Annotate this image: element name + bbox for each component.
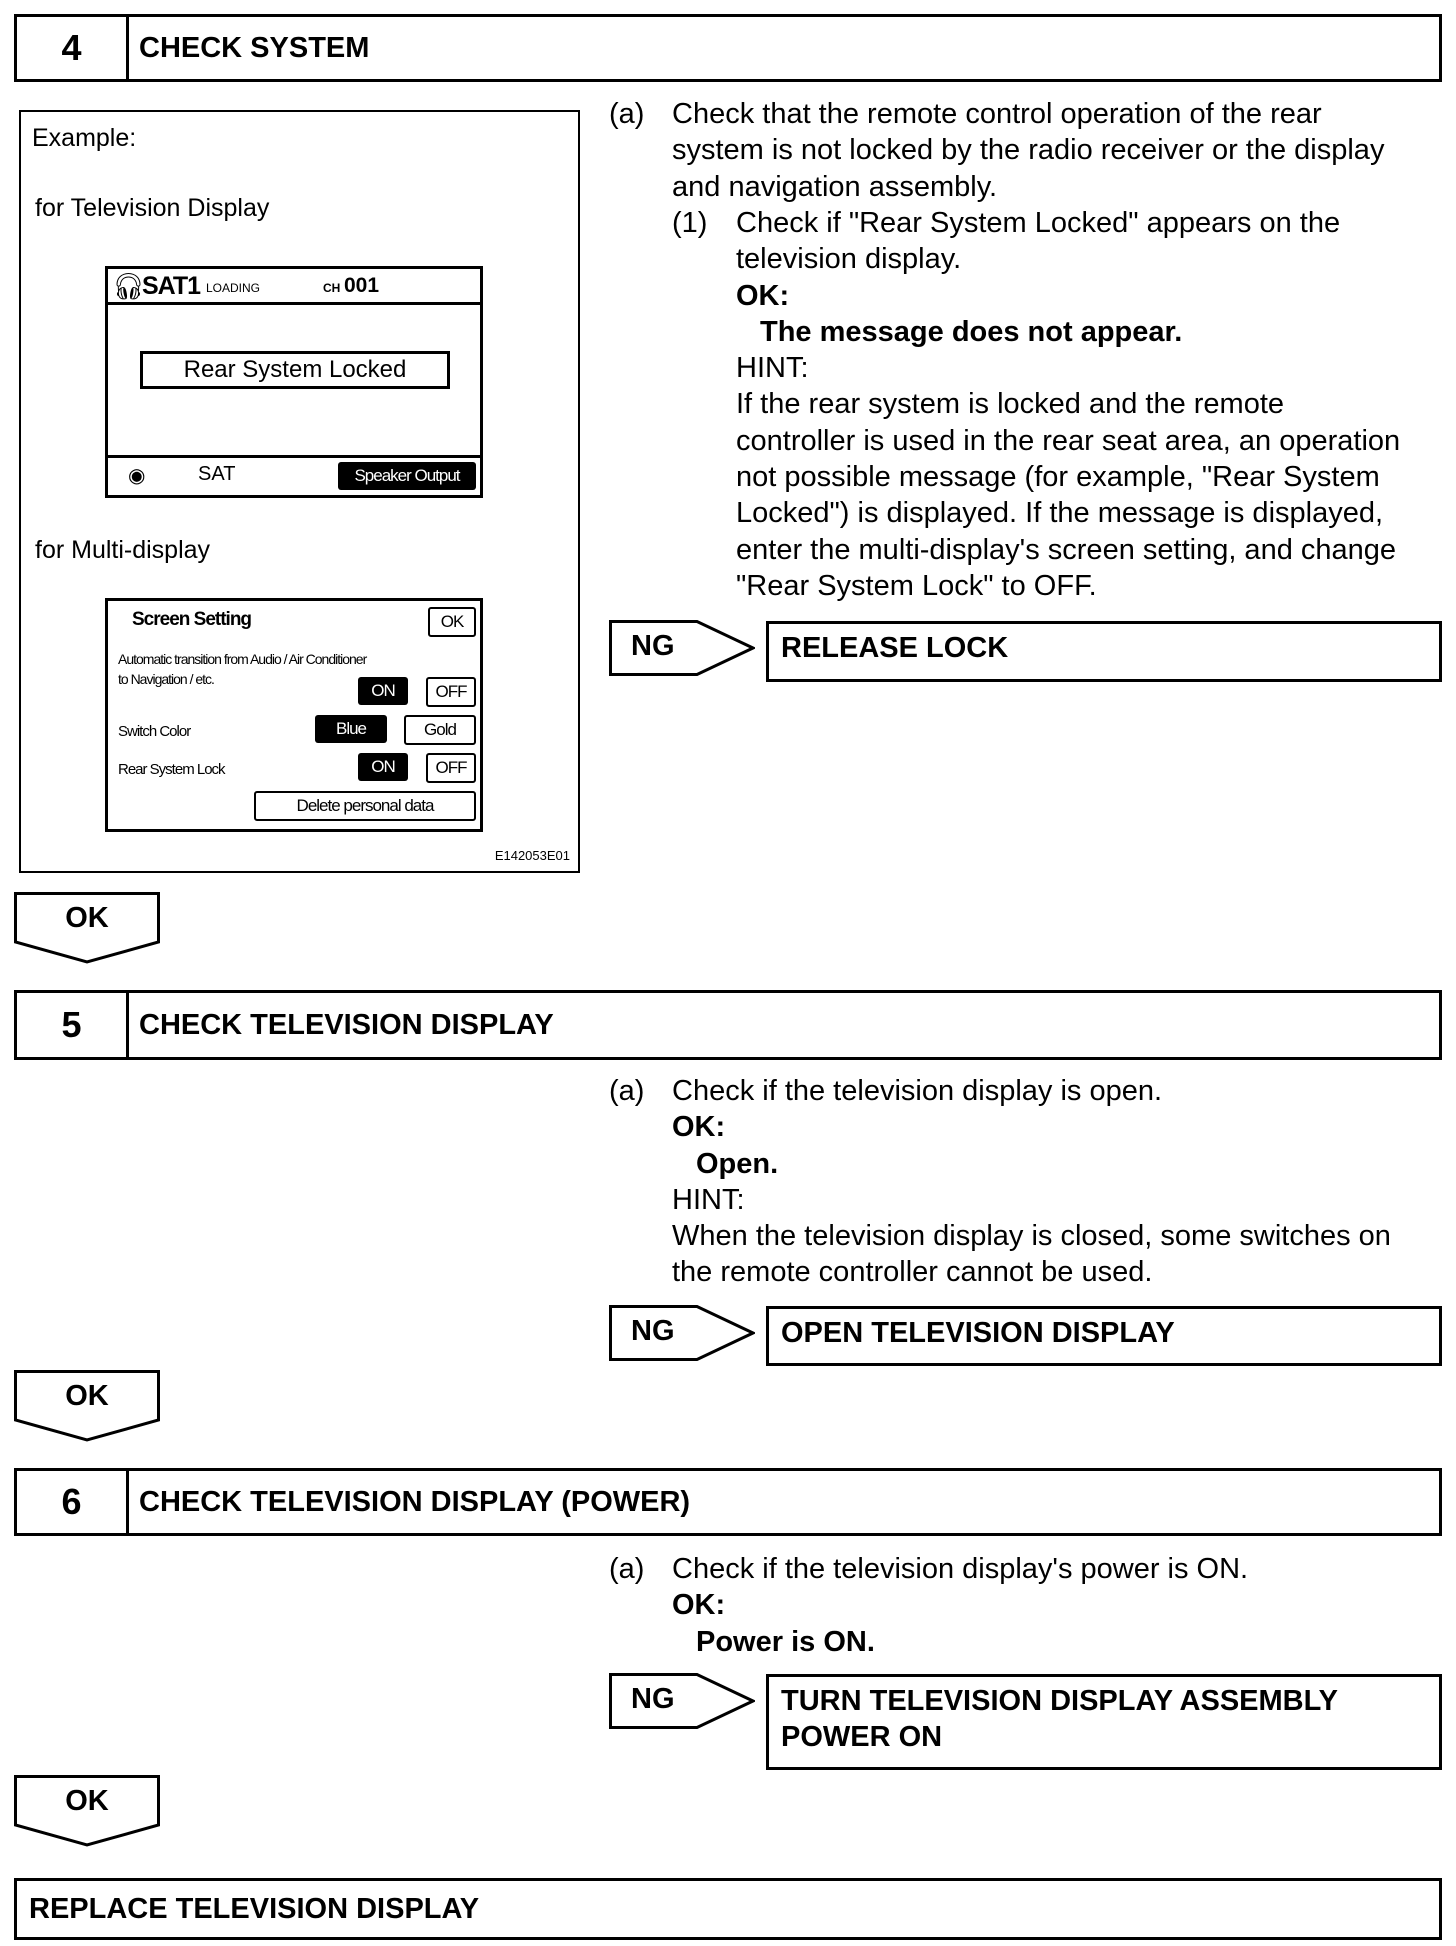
hint-line: not possible message (for example, "Rear System bbox=[736, 461, 1380, 494]
tv-message: Rear System Locked bbox=[140, 351, 450, 389]
ok-criteria-text: Power is ON. bbox=[696, 1625, 875, 1658]
step-title: CHECK TELEVISION DISPLAY (POWER) bbox=[139, 1485, 691, 1518]
hint-line: the remote controller cannot be used. bbox=[672, 1256, 1153, 1289]
ch-label: CH bbox=[323, 281, 341, 295]
auto-label-2: to Navigation / etc. bbox=[118, 671, 214, 687]
text-line: Check if the television display is open. bbox=[672, 1075, 1163, 1107]
hint-line: enter the multi-display's screen setting, and change bbox=[736, 533, 1397, 566]
ng-action-line: TURN TELEVISION DISPLAY ASSEMBLY bbox=[781, 1685, 1339, 1717]
ok-arrow bbox=[14, 892, 160, 969]
ok-criteria-text: Open. bbox=[696, 1147, 779, 1180]
rear-lock-label: Rear System Lock bbox=[118, 761, 225, 778]
final-action-text: REPLACE TELEVISION DISPLAY bbox=[29, 1892, 480, 1925]
ng-action-line: POWER ON bbox=[781, 1721, 943, 1753]
headphone-icon: 🎧︎ bbox=[112, 271, 146, 301]
step-6-header bbox=[14, 1468, 1442, 1536]
step-number: 6 bbox=[17, 1471, 129, 1533]
gold-button[interactable]: Gold bbox=[404, 715, 476, 745]
ng-label: NG bbox=[631, 630, 675, 662]
tv-source: SAT1 bbox=[142, 272, 201, 300]
example-figure bbox=[19, 110, 580, 873]
blue-button[interactable]: Blue bbox=[315, 715, 387, 743]
ok-criteria-label: OK: bbox=[672, 1589, 726, 1622]
step-number: 4 bbox=[17, 17, 129, 79]
ch-value: 001 bbox=[344, 274, 380, 297]
multi-screen bbox=[105, 598, 483, 832]
text-line: Check if the television display's power is ON. bbox=[672, 1553, 1249, 1585]
step-4-text bbox=[672, 96, 1384, 205]
ng-action: OPEN TELEVISION DISPLAY bbox=[766, 1306, 1442, 1366]
multi-caption: for Multi-display bbox=[35, 536, 211, 564]
tv-caption: for Television Display bbox=[35, 194, 270, 222]
item-label: (a) bbox=[609, 1075, 645, 1107]
hint-label: HINT: bbox=[736, 352, 809, 385]
ok-label: OK bbox=[65, 1380, 109, 1412]
ok-button[interactable]: OK bbox=[428, 607, 476, 637]
auto-on-button[interactable]: ON bbox=[358, 677, 408, 705]
item-label: (a) bbox=[609, 1553, 645, 1585]
auto-label: Automatic transition from Audio / Air Conditioner bbox=[118, 651, 367, 667]
step-6-text bbox=[672, 1551, 1248, 1660]
speaker-output-button[interactable]: Speaker Output bbox=[338, 462, 476, 490]
tv-band: SAT bbox=[198, 463, 236, 485]
step-title: CHECK SYSTEM bbox=[139, 31, 370, 64]
item-label: (a) bbox=[609, 98, 645, 130]
hint-line: When the television display is closed, some switches on bbox=[672, 1220, 1391, 1253]
step-4-subtext bbox=[736, 205, 1400, 604]
step-title: CHECK TELEVISION DISPLAY bbox=[139, 1008, 554, 1041]
step-4-header bbox=[14, 14, 1442, 82]
figure-example-label: Example: bbox=[32, 124, 137, 152]
ok-label: OK bbox=[65, 1785, 109, 1817]
hint-line: "Rear System Lock" to OFF. bbox=[736, 569, 1097, 602]
ng-arrow bbox=[609, 1305, 755, 1361]
ng-action bbox=[766, 1674, 1442, 1770]
delete-personal-data-button[interactable]: Delete personal data bbox=[254, 791, 476, 821]
hint-line: controller is used in the rear seat area, an operation bbox=[736, 424, 1401, 457]
ok-criteria-text: The message does not appear. bbox=[760, 315, 1183, 348]
rear-lock-on-button[interactable]: ON bbox=[358, 753, 408, 781]
ng-label: NG bbox=[631, 1683, 675, 1715]
ng-label: NG bbox=[631, 1315, 675, 1347]
tv-screen bbox=[105, 266, 483, 498]
sub-item-label: (1) bbox=[672, 207, 708, 239]
ok-label: OK bbox=[65, 902, 109, 934]
ok-arrow bbox=[14, 1370, 160, 1447]
tv-status: LOADING bbox=[206, 281, 261, 295]
text-line: system is not locked by the radio receiver or the display bbox=[672, 134, 1385, 167]
rear-lock-off-button[interactable]: OFF bbox=[426, 753, 476, 783]
text-line: television display. bbox=[736, 243, 962, 276]
step-5-text bbox=[672, 1073, 1391, 1291]
text-line: and navigation assembly. bbox=[672, 170, 998, 203]
hint-line: If the rear system is locked and the remote bbox=[736, 388, 1285, 421]
speaker-icon: ◉ bbox=[128, 465, 146, 487]
text-line: Check if "Rear System Locked" appears on the bbox=[736, 207, 1341, 239]
step-number: 5 bbox=[17, 993, 129, 1057]
hint-label: HINT: bbox=[672, 1183, 745, 1216]
auto-off-button[interactable]: OFF bbox=[426, 677, 476, 707]
ng-arrow bbox=[609, 620, 755, 676]
figure-code: E142053E01 bbox=[494, 848, 570, 863]
screen-title: Screen Setting bbox=[132, 609, 252, 630]
ok-criteria-label: OK: bbox=[672, 1111, 726, 1144]
ng-arrow bbox=[609, 1673, 755, 1729]
ok-arrow bbox=[14, 1775, 160, 1852]
step-5-header bbox=[14, 990, 1442, 1060]
text-line: Check that the remote control operation of the rear bbox=[672, 98, 1322, 130]
final-action bbox=[14, 1878, 1442, 1940]
hint-line: Locked") is displayed. If the message is displayed, bbox=[736, 497, 1384, 530]
switch-color-label: Switch Color bbox=[118, 723, 191, 740]
ng-action: RELEASE LOCK bbox=[766, 621, 1442, 682]
ok-criteria-label: OK: bbox=[736, 279, 790, 312]
